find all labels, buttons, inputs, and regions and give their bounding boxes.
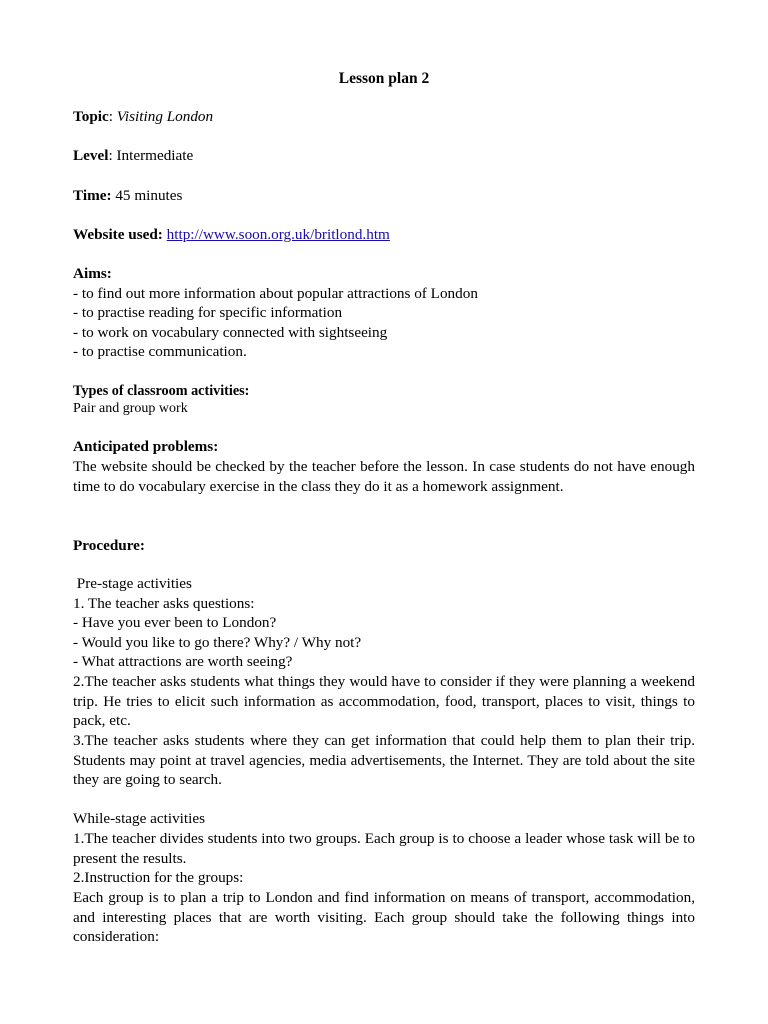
- aims-item: - to work on vocabulary connected with sightseeing: [73, 324, 388, 341]
- level-value: Intermediate: [116, 147, 194, 164]
- time-line: [73, 186, 182, 205]
- while-stage-step: 2.Instruction for the groups:: [73, 869, 244, 886]
- time-label: Time:: [73, 187, 112, 204]
- pre-stage-step: 2.The teacher asks students what things they would have to consider if they were planning a weekend trip. He tries to elicit such information as accommodation, food, transport, places to visit, things to pack, etc.: [73, 673, 695, 730]
- topic-label: Topic: [73, 108, 109, 125]
- aims-item: - to practise reading for specific information: [73, 304, 343, 321]
- while-stage-instruction: Each group is to plan a trip to London and find information on means of transport, accommodation, and interesting places that are worth visiting. Each group should take the following things into consideration:: [73, 889, 695, 946]
- problems-heading: Anticipated problems:: [73, 438, 219, 455]
- aims-item: - to find out more information about popular attractions of London: [73, 285, 478, 302]
- level-line: Level: Intermediate: [73, 147, 194, 164]
- time-value: 45 minutes: [115, 187, 183, 204]
- while-stage-step: 1.The teacher divides students into two groups. Each group is to choose a leader whose task will be to present the results.: [73, 830, 695, 867]
- website-line: [73, 225, 390, 244]
- pre-stage-heading: Pre-stage activities: [73, 575, 192, 592]
- while-stage-heading: While-stage activities: [73, 810, 205, 827]
- level-label: Level: [73, 147, 109, 164]
- aims-item: - to practise communication.: [73, 343, 247, 360]
- activities-value: Pair and group work: [73, 401, 188, 416]
- activities-heading: Types of classroom activities:: [73, 383, 250, 399]
- topic-line: Topic: Visiting London: [73, 108, 214, 125]
- problems-text: The website should be checked by the teacher before the lesson. In case students do not have enough time to do vocabulary exercise in the class they do it as a homework assignment.: [73, 458, 695, 495]
- question-item: - What attractions are worth seeing?: [73, 653, 293, 670]
- pre-stage-step: 1. The teacher asks questions:: [73, 595, 255, 612]
- pre-stage-step: 3.The teacher asks students where they can get information that could help them to plan their trip. Students may point at travel agencies, media advertisements, the Internet. They are told about the site they are going to search.: [73, 732, 695, 789]
- procedure-heading: Procedure:: [73, 537, 145, 554]
- website-link[interactable]: http://www.soon.org.uk/britlond.htm: [166, 226, 390, 243]
- page-title: Lesson plan 2: [338, 70, 430, 87]
- question-item: - Would you like to go there? Why? / Why not?: [73, 634, 362, 651]
- website-label: Website used:: [73, 226, 163, 243]
- question-item: - Have you ever been to London?: [73, 614, 277, 631]
- aims-heading: Aims:: [73, 265, 112, 282]
- topic-value: Visiting London: [116, 108, 214, 125]
